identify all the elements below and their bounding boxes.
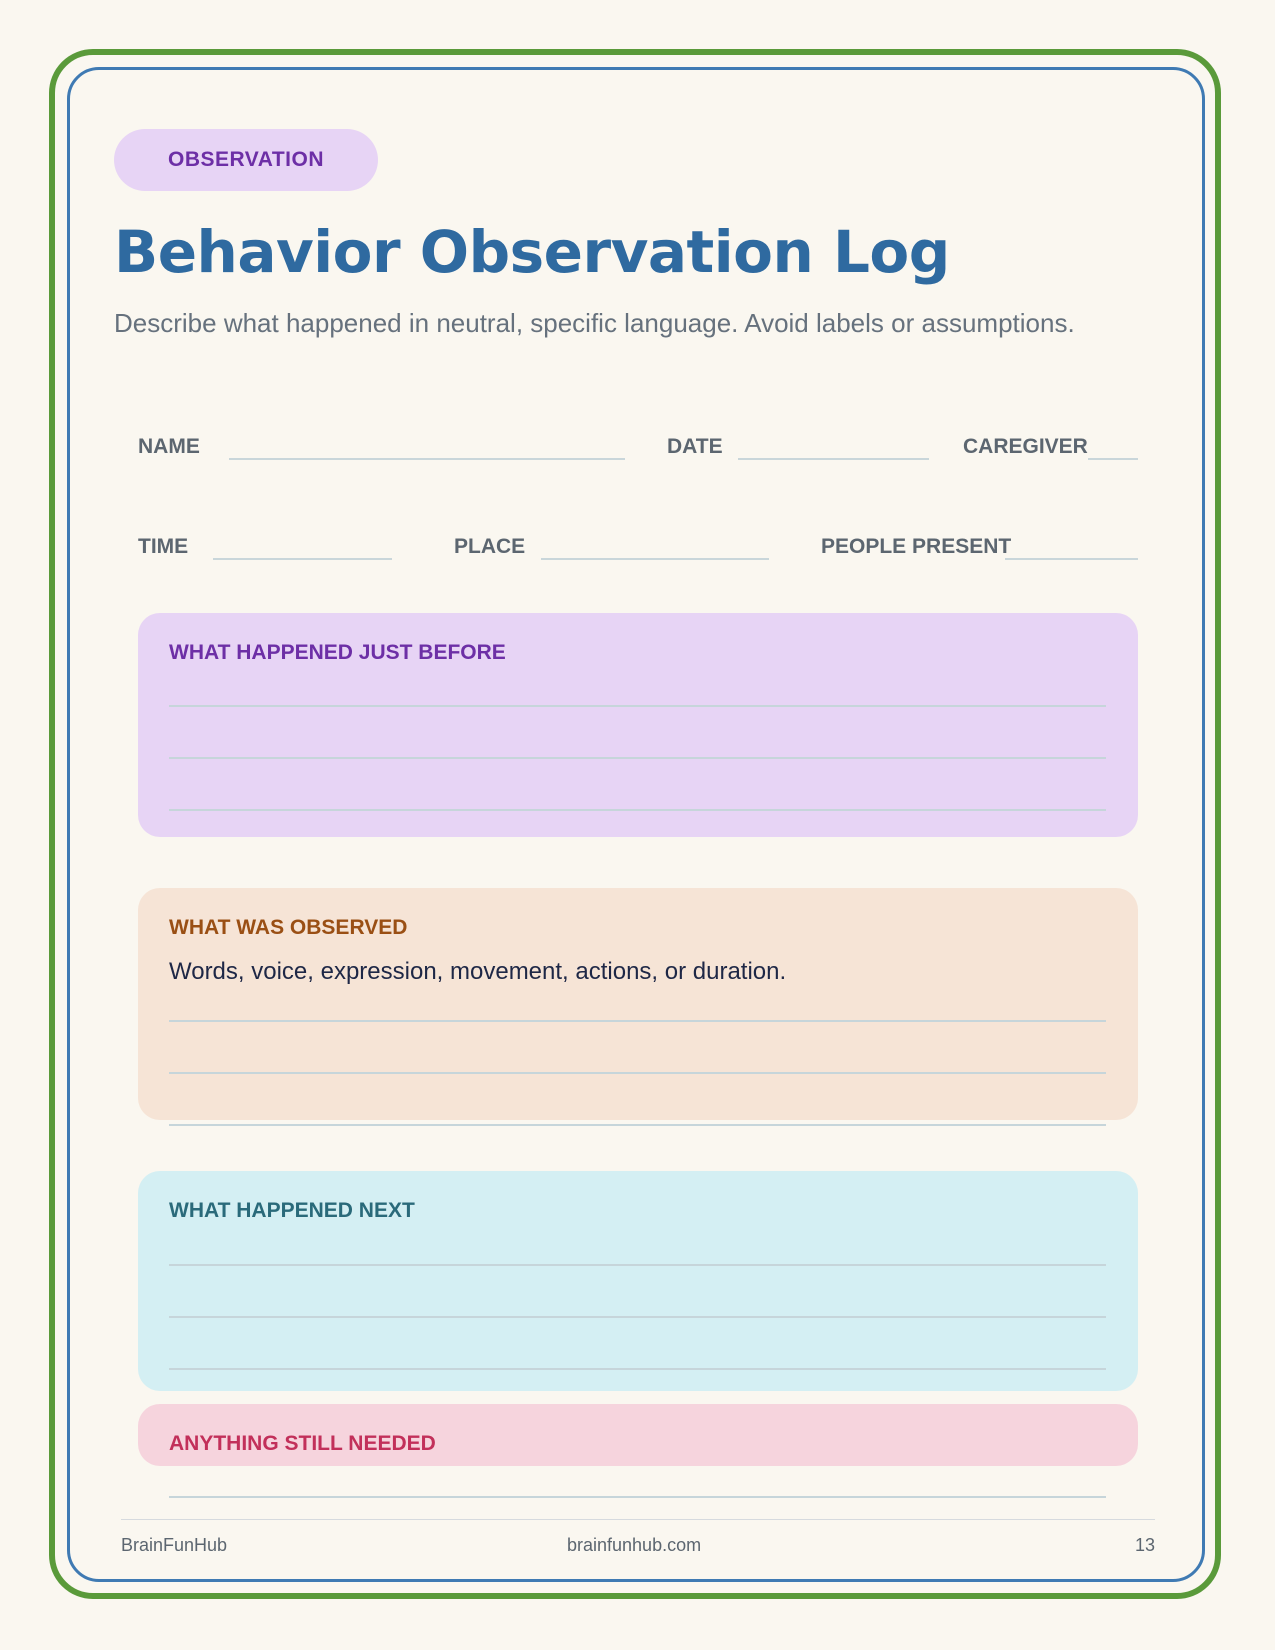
writing-line[interactable] [169,1124,1106,1126]
people-present-label: PEOPLE PRESENT [821,535,1012,558]
writing-line[interactable] [169,1368,1106,1370]
section-before-title: WHAT HAPPENED JUST BEFORE [169,641,506,664]
caregiver-label: CAREGIVER [963,435,1088,458]
writing-line[interactable] [169,757,1106,759]
page-number: 13 [1134,1535,1155,1555]
footer-url[interactable]: brainfunhub.com [567,1535,702,1555]
page-subtitle: Describe what happened in neutral, specific language. Avoid labels or assumptions. [114,308,1075,338]
writing-line[interactable] [169,1496,1106,1498]
date-field[interactable] [738,458,929,460]
section-needed [138,1404,1138,1466]
place-field[interactable] [541,558,769,560]
caregiver-field[interactable] [1088,458,1138,460]
name-field[interactable] [229,458,625,460]
section-observed-description: Words, voice, expression, movement, actions, or duration. [169,958,787,985]
time-field[interactable] [213,558,392,560]
name-label: NAME [138,435,200,458]
writing-line[interactable] [169,1316,1106,1318]
section-next [138,1171,1138,1391]
page-title: Behavior Observation Log [114,218,950,286]
writing-line[interactable] [169,1072,1106,1074]
time-label: TIME [138,535,189,558]
category-badge: OBSERVATION [114,129,378,191]
writing-line[interactable] [169,809,1106,811]
writing-line[interactable] [169,1020,1106,1022]
writing-line[interactable] [169,705,1106,707]
section-next-title: WHAT HAPPENED NEXT [169,1199,415,1222]
writing-line[interactable] [169,1264,1106,1266]
footer-brand: BrainFunHub [121,1535,228,1555]
section-needed-title: ANYTHING STILL NEEDED [169,1432,436,1455]
people-present-field[interactable] [1005,558,1138,560]
footer-divider [121,1519,1155,1520]
section-observed [138,888,1138,1120]
place-label: PLACE [454,535,526,558]
date-label: DATE [667,435,723,458]
section-before [138,613,1138,837]
section-observed-title: WHAT WAS OBSERVED [169,916,408,939]
